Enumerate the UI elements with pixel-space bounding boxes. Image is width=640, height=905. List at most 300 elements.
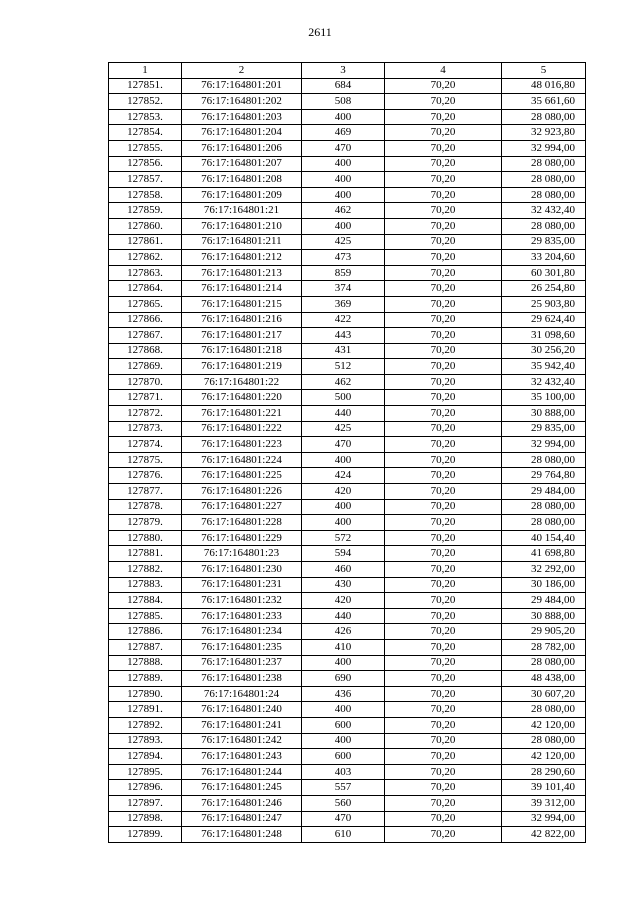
rate-cell: 70,20 (385, 328, 502, 344)
value-cell: 25 903,80 (502, 296, 586, 312)
value-cell: 32 292,00 (502, 562, 586, 578)
area-cell: 859 (302, 265, 385, 281)
rate-cell: 70,20 (385, 749, 502, 765)
table-row (109, 312, 586, 328)
value-cell: 42 822,00 (502, 827, 586, 843)
cadastral-number-cell: 76:17:164801:229 (182, 530, 302, 546)
rate-cell: 70,20 (385, 218, 502, 234)
value-cell: 30 256,20 (502, 343, 586, 359)
column-header: 1 (109, 63, 182, 79)
rate-cell: 70,20 (385, 406, 502, 422)
cadastral-number-cell: 76:17:164801:203 (182, 109, 302, 125)
row-number-cell: 127887. (109, 639, 182, 655)
cadastral-number-cell: 76:17:164801:23 (182, 546, 302, 562)
cadastral-number-cell: 76:17:164801:248 (182, 827, 302, 843)
rate-cell: 70,20 (385, 94, 502, 110)
value-cell: 29 484,00 (502, 593, 586, 609)
table-row (109, 78, 586, 94)
area-cell: 400 (302, 156, 385, 172)
cadastral-number-cell: 76:17:164801:212 (182, 250, 302, 266)
row-number-cell: 127881. (109, 546, 182, 562)
area-cell: 462 (302, 203, 385, 219)
table-row (109, 717, 586, 733)
table-row (109, 749, 586, 765)
area-cell: 400 (302, 187, 385, 203)
cadastral-number-cell: 76:17:164801:211 (182, 234, 302, 250)
value-cell: 28 080,00 (502, 218, 586, 234)
area-cell: 369 (302, 296, 385, 312)
cadastral-number-cell: 76:17:164801:237 (182, 655, 302, 671)
row-number-cell: 127890. (109, 686, 182, 702)
table-row (109, 218, 586, 234)
table-row (109, 702, 586, 718)
area-cell: 462 (302, 374, 385, 390)
area-cell: 424 (302, 468, 385, 484)
area-cell: 560 (302, 795, 385, 811)
cadastral-number-cell: 76:17:164801:207 (182, 156, 302, 172)
cadastral-number-cell: 76:17:164801:243 (182, 749, 302, 765)
row-number-cell: 127868. (109, 343, 182, 359)
table-row (109, 109, 586, 125)
rate-cell: 70,20 (385, 359, 502, 375)
table-body (109, 78, 586, 842)
rate-cell: 70,20 (385, 593, 502, 609)
row-number-cell: 127899. (109, 827, 182, 843)
area-cell: 436 (302, 686, 385, 702)
value-cell: 28 080,00 (502, 172, 586, 188)
value-cell: 35 661,60 (502, 94, 586, 110)
rate-cell: 70,20 (385, 733, 502, 749)
cadastral-number-cell: 76:17:164801:231 (182, 577, 302, 593)
row-number-cell: 127889. (109, 671, 182, 687)
rate-cell: 70,20 (385, 577, 502, 593)
table-row (109, 795, 586, 811)
row-number-cell: 127854. (109, 125, 182, 141)
rate-cell: 70,20 (385, 374, 502, 390)
row-number-cell: 127873. (109, 421, 182, 437)
area-cell: 374 (302, 281, 385, 297)
table-row (109, 296, 586, 312)
row-number-cell: 127872. (109, 406, 182, 422)
row-number-cell: 127851. (109, 78, 182, 94)
area-cell: 512 (302, 359, 385, 375)
rate-cell: 70,20 (385, 639, 502, 655)
cadastral-number-cell: 76:17:164801:22 (182, 374, 302, 390)
row-number-cell: 127860. (109, 218, 182, 234)
table-row (109, 421, 586, 437)
table-row (109, 203, 586, 219)
table-row (109, 343, 586, 359)
value-cell: 30 888,00 (502, 406, 586, 422)
table-row (109, 562, 586, 578)
table-row (109, 671, 586, 687)
value-cell: 41 698,80 (502, 546, 586, 562)
value-cell: 28 782,00 (502, 639, 586, 655)
table-row (109, 125, 586, 141)
rate-cell: 70,20 (385, 468, 502, 484)
cadastral-number-cell: 76:17:164801:223 (182, 437, 302, 453)
row-number-cell: 127852. (109, 94, 182, 110)
rate-cell: 70,20 (385, 499, 502, 515)
area-cell: 400 (302, 702, 385, 718)
rate-cell: 70,20 (385, 717, 502, 733)
area-cell: 594 (302, 546, 385, 562)
row-number-cell: 127898. (109, 811, 182, 827)
rate-cell: 70,20 (385, 530, 502, 546)
value-cell: 30 607,20 (502, 686, 586, 702)
value-cell: 28 080,00 (502, 156, 586, 172)
area-cell: 420 (302, 484, 385, 500)
area-cell: 426 (302, 624, 385, 640)
row-number-cell: 127865. (109, 296, 182, 312)
value-cell: 28 080,00 (502, 499, 586, 515)
area-cell: 684 (302, 78, 385, 94)
value-cell: 60 301,80 (502, 265, 586, 281)
value-cell: 40 154,40 (502, 530, 586, 546)
rate-cell: 70,20 (385, 562, 502, 578)
area-cell: 400 (302, 452, 385, 468)
rate-cell: 70,20 (385, 421, 502, 437)
value-cell: 28 080,00 (502, 655, 586, 671)
area-cell: 690 (302, 671, 385, 687)
row-number-cell: 127895. (109, 764, 182, 780)
area-cell: 469 (302, 125, 385, 141)
column-header: 4 (385, 63, 502, 79)
cadastral-number-cell: 76:17:164801:226 (182, 484, 302, 500)
row-number-cell: 127877. (109, 484, 182, 500)
value-cell: 30 888,00 (502, 608, 586, 624)
cadastral-number-cell: 76:17:164801:234 (182, 624, 302, 640)
row-number-cell: 127878. (109, 499, 182, 515)
rate-cell: 70,20 (385, 203, 502, 219)
cadastral-number-cell: 76:17:164801:230 (182, 562, 302, 578)
table-row (109, 359, 586, 375)
table-row (109, 780, 586, 796)
table-row (109, 546, 586, 562)
cadastral-number-cell: 76:17:164801:222 (182, 421, 302, 437)
row-number-cell: 127876. (109, 468, 182, 484)
table-row (109, 608, 586, 624)
table-row (109, 187, 586, 203)
rate-cell: 70,20 (385, 265, 502, 281)
cadastral-number-cell: 76:17:164801:218 (182, 343, 302, 359)
area-cell: 600 (302, 749, 385, 765)
row-number-cell: 127884. (109, 593, 182, 609)
cadastral-number-cell: 76:17:164801:242 (182, 733, 302, 749)
rate-cell: 70,20 (385, 140, 502, 156)
cadastral-number-cell: 76:17:164801:233 (182, 608, 302, 624)
area-cell: 425 (302, 421, 385, 437)
rate-cell: 70,20 (385, 156, 502, 172)
column-header: 3 (302, 63, 385, 79)
table-row (109, 250, 586, 266)
area-cell: 400 (302, 218, 385, 234)
cadastral-number-cell: 76:17:164801:216 (182, 312, 302, 328)
value-cell: 30 186,00 (502, 577, 586, 593)
cadastral-number-cell: 76:17:164801:246 (182, 795, 302, 811)
cadastral-number-cell: 76:17:164801:220 (182, 390, 302, 406)
area-cell: 470 (302, 140, 385, 156)
rate-cell: 70,20 (385, 827, 502, 843)
table-row (109, 484, 586, 500)
table-row (109, 406, 586, 422)
cadastral-number-cell: 76:17:164801:225 (182, 468, 302, 484)
area-cell: 473 (302, 250, 385, 266)
area-cell: 431 (302, 343, 385, 359)
cadastral-number-cell: 76:17:164801:238 (182, 671, 302, 687)
cadastral-number-cell: 76:17:164801:213 (182, 265, 302, 281)
cadastral-number-cell: 76:17:164801:21 (182, 203, 302, 219)
row-number-cell: 127856. (109, 156, 182, 172)
row-number-cell: 127885. (109, 608, 182, 624)
area-cell: 470 (302, 811, 385, 827)
rate-cell: 70,20 (385, 484, 502, 500)
value-cell: 29 835,00 (502, 234, 586, 250)
table-row (109, 624, 586, 640)
data-table (108, 62, 586, 843)
rate-cell: 70,20 (385, 686, 502, 702)
cadastral-number-cell: 76:17:164801:228 (182, 515, 302, 531)
cadastral-number-cell: 76:17:164801:215 (182, 296, 302, 312)
cadastral-number-cell: 76:17:164801:214 (182, 281, 302, 297)
row-number-cell: 127861. (109, 234, 182, 250)
rate-cell: 70,20 (385, 795, 502, 811)
row-number-cell: 127857. (109, 172, 182, 188)
area-cell: 400 (302, 515, 385, 531)
table-row (109, 686, 586, 702)
row-number-cell: 127863. (109, 265, 182, 281)
table-row (109, 265, 586, 281)
rate-cell: 70,20 (385, 390, 502, 406)
cadastral-number-cell: 76:17:164801:227 (182, 499, 302, 515)
area-cell: 403 (302, 764, 385, 780)
table-row (109, 390, 586, 406)
area-cell: 400 (302, 172, 385, 188)
area-cell: 400 (302, 733, 385, 749)
cadastral-number-cell: 76:17:164801:235 (182, 639, 302, 655)
table-row (109, 452, 586, 468)
table-row (109, 94, 586, 110)
cadastral-number-cell: 76:17:164801:241 (182, 717, 302, 733)
row-number-cell: 127897. (109, 795, 182, 811)
cadastral-number-cell: 76:17:164801:224 (182, 452, 302, 468)
rate-cell: 70,20 (385, 296, 502, 312)
value-cell: 29 484,00 (502, 484, 586, 500)
row-number-cell: 127879. (109, 515, 182, 531)
area-cell: 420 (302, 593, 385, 609)
row-number-cell: 127883. (109, 577, 182, 593)
value-cell: 29 624,40 (502, 312, 586, 328)
table-row (109, 499, 586, 515)
row-number-cell: 127886. (109, 624, 182, 640)
row-number-cell: 127870. (109, 374, 182, 390)
area-cell: 508 (302, 94, 385, 110)
table-row (109, 374, 586, 390)
row-number-cell: 127867. (109, 328, 182, 344)
value-cell: 42 120,00 (502, 749, 586, 765)
rate-cell: 70,20 (385, 343, 502, 359)
value-cell: 28 080,00 (502, 187, 586, 203)
area-cell: 557 (302, 780, 385, 796)
table-row (109, 328, 586, 344)
area-cell: 410 (302, 639, 385, 655)
value-cell: 32 923,80 (502, 125, 586, 141)
value-cell: 35 100,00 (502, 390, 586, 406)
rate-cell: 70,20 (385, 811, 502, 827)
row-number-cell: 127853. (109, 109, 182, 125)
rate-cell: 70,20 (385, 546, 502, 562)
cadastral-number-cell: 76:17:164801:244 (182, 764, 302, 780)
row-number-cell: 127869. (109, 359, 182, 375)
table-row (109, 655, 586, 671)
row-number-cell: 127882. (109, 562, 182, 578)
row-number-cell: 127858. (109, 187, 182, 203)
value-cell: 29 905,20 (502, 624, 586, 640)
area-cell: 460 (302, 562, 385, 578)
rate-cell: 70,20 (385, 764, 502, 780)
value-cell: 39 101,40 (502, 780, 586, 796)
value-cell: 28 290,60 (502, 764, 586, 780)
row-number-cell: 127855. (109, 140, 182, 156)
column-header: 2 (182, 63, 302, 79)
rate-cell: 70,20 (385, 655, 502, 671)
rate-cell: 70,20 (385, 671, 502, 687)
cadastral-number-cell: 76:17:164801:221 (182, 406, 302, 422)
value-cell: 28 080,00 (502, 733, 586, 749)
row-number-cell: 127871. (109, 390, 182, 406)
value-cell: 32 994,00 (502, 811, 586, 827)
value-cell: 42 120,00 (502, 717, 586, 733)
table-row (109, 515, 586, 531)
row-number-cell: 127892. (109, 717, 182, 733)
cadastral-number-cell: 76:17:164801:217 (182, 328, 302, 344)
table-row (109, 577, 586, 593)
value-cell: 48 438,00 (502, 671, 586, 687)
value-cell: 28 080,00 (502, 515, 586, 531)
table-header-row (109, 63, 586, 79)
area-cell: 610 (302, 827, 385, 843)
row-number-cell: 127859. (109, 203, 182, 219)
table-row (109, 281, 586, 297)
table-row (109, 140, 586, 156)
rate-cell: 70,20 (385, 608, 502, 624)
cadastral-number-cell: 76:17:164801:206 (182, 140, 302, 156)
row-number-cell: 127896. (109, 780, 182, 796)
value-cell: 32 432,40 (502, 374, 586, 390)
table-row (109, 234, 586, 250)
table-row (109, 156, 586, 172)
table-row (109, 639, 586, 655)
rate-cell: 70,20 (385, 78, 502, 94)
rate-cell: 70,20 (385, 437, 502, 453)
area-cell: 470 (302, 437, 385, 453)
rate-cell: 70,20 (385, 109, 502, 125)
rate-cell: 70,20 (385, 125, 502, 141)
table-row (109, 827, 586, 843)
value-cell: 32 432,40 (502, 203, 586, 219)
cadastral-number-cell: 76:17:164801:209 (182, 187, 302, 203)
cadastral-number-cell: 76:17:164801:240 (182, 702, 302, 718)
area-cell: 400 (302, 109, 385, 125)
page-number: 2611 (308, 25, 332, 39)
table-row (109, 733, 586, 749)
rate-cell: 70,20 (385, 234, 502, 250)
table-row (109, 593, 586, 609)
value-cell: 31 098,60 (502, 328, 586, 344)
area-cell: 400 (302, 499, 385, 515)
value-cell: 28 080,00 (502, 109, 586, 125)
area-cell: 430 (302, 577, 385, 593)
value-cell: 33 204,60 (502, 250, 586, 266)
rate-cell: 70,20 (385, 172, 502, 188)
row-number-cell: 127888. (109, 655, 182, 671)
table-row (109, 437, 586, 453)
row-number-cell: 127874. (109, 437, 182, 453)
column-header: 5 (502, 63, 586, 79)
row-number-cell: 127893. (109, 733, 182, 749)
table-row (109, 811, 586, 827)
value-cell: 35 942,40 (502, 359, 586, 375)
row-number-cell: 127862. (109, 250, 182, 266)
cadastral-number-cell: 76:17:164801:204 (182, 125, 302, 141)
value-cell: 29 835,00 (502, 421, 586, 437)
area-cell: 422 (302, 312, 385, 328)
rate-cell: 70,20 (385, 780, 502, 796)
rate-cell: 70,20 (385, 281, 502, 297)
cadastral-number-cell: 76:17:164801:24 (182, 686, 302, 702)
row-number-cell: 127866. (109, 312, 182, 328)
rate-cell: 70,20 (385, 312, 502, 328)
table-row (109, 468, 586, 484)
cadastral-number-cell: 76:17:164801:208 (182, 172, 302, 188)
cadastral-number-cell: 76:17:164801:247 (182, 811, 302, 827)
row-number-cell: 127891. (109, 702, 182, 718)
rate-cell: 70,20 (385, 515, 502, 531)
rate-cell: 70,20 (385, 624, 502, 640)
cadastral-number-cell: 76:17:164801:245 (182, 780, 302, 796)
row-number-cell: 127880. (109, 530, 182, 546)
area-cell: 440 (302, 608, 385, 624)
value-cell: 32 994,00 (502, 140, 586, 156)
cadastral-number-cell: 76:17:164801:201 (182, 78, 302, 94)
cadastral-number-cell: 76:17:164801:210 (182, 218, 302, 234)
value-cell: 32 994,00 (502, 437, 586, 453)
rate-cell: 70,20 (385, 187, 502, 203)
area-cell: 600 (302, 717, 385, 733)
area-cell: 443 (302, 328, 385, 344)
area-cell: 572 (302, 530, 385, 546)
value-cell: 28 080,00 (502, 702, 586, 718)
row-number-cell: 127875. (109, 452, 182, 468)
area-cell: 425 (302, 234, 385, 250)
value-cell: 26 254,80 (502, 281, 586, 297)
table-row (109, 764, 586, 780)
area-cell: 400 (302, 655, 385, 671)
area-cell: 500 (302, 390, 385, 406)
value-cell: 39 312,00 (502, 795, 586, 811)
area-cell: 440 (302, 406, 385, 422)
value-cell: 29 764,80 (502, 468, 586, 484)
rate-cell: 70,20 (385, 250, 502, 266)
row-number-cell: 127894. (109, 749, 182, 765)
row-number-cell: 127864. (109, 281, 182, 297)
cadastral-number-cell: 76:17:164801:219 (182, 359, 302, 375)
table-row (109, 530, 586, 546)
cadastral-number-cell: 76:17:164801:232 (182, 593, 302, 609)
rate-cell: 70,20 (385, 702, 502, 718)
value-cell: 28 080,00 (502, 452, 586, 468)
rate-cell: 70,20 (385, 452, 502, 468)
